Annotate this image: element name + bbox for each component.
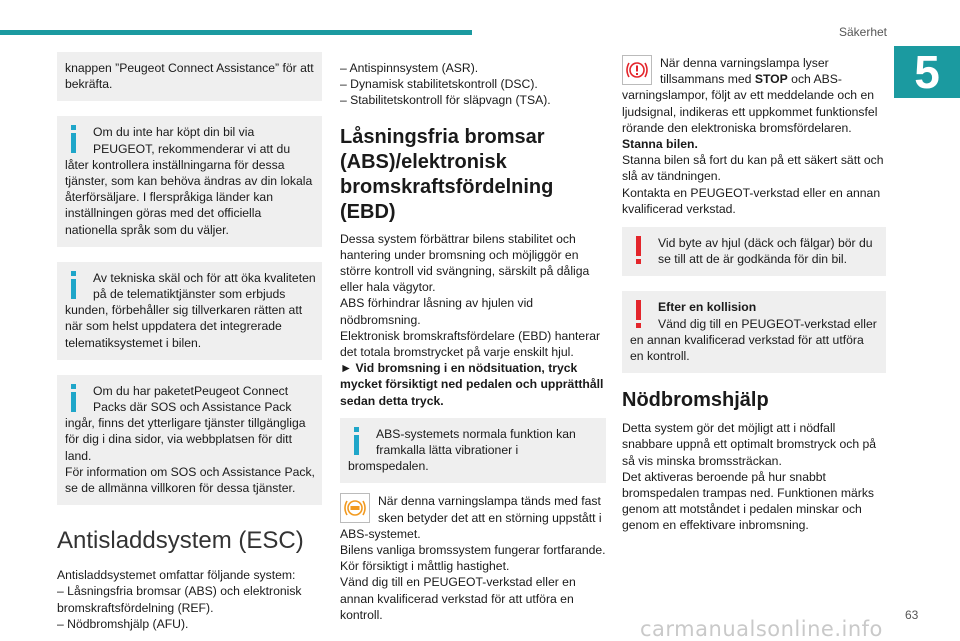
heading-esc: Antisladdsystem (ESC) [57,527,304,555]
note-box [57,262,322,360]
section-title: Säkerhet [838,25,887,39]
warning-text: Vid byte av hjul (däck och fälgar) bör du se till att de är godkända för din bil. [658,236,873,267]
page-number: 63 [905,608,919,622]
instruction: ► Vid bromsning i en nödsituation, tryck mycket försiktigt ned pedalen och upprätthåll sedan detta tryck. [340,361,604,408]
info-icon [65,271,87,301]
paragraph: Bilens vanliga bromssystem fungerar fortfarande. [340,543,606,558]
list-item: – Dynamisk stabilitetskontroll (DSC). [340,77,538,92]
info-icon [65,125,87,155]
warning-box [622,291,886,373]
lamp-text [622,55,886,136]
note-text: För information om SOS och Assistance Pack, se de allmänna villkoren för dessa tjänster. [65,464,315,496]
warning-title: Efter en kollision [658,300,757,315]
heading-afu: Nödbromshjälp [622,389,769,412]
abs-warning-lamp-icon [340,493,370,523]
warning-icon [630,236,652,266]
note-text: ABS-systemets normala funktion kan framkalla lätta vibrationer i bromspedalen. [348,426,576,474]
note-box [57,375,322,505]
lamp-text-part: och ABS-varningslampor, följt av ett meddelande och en ljudsignal, indikeras ett uppkommet funktionsfel rörande den elektroniska bromsfördelaren. [622,72,878,135]
note-box [340,418,606,484]
warning-icon [630,300,652,330]
info-box [57,52,322,101]
list-item: – Låsningsfria bromsar (ABS) och elektronisk bromskraftsfördelning (REF). [57,584,302,615]
chapter-number-tab: 5 [894,46,960,98]
paragraph: Vänd dig till en PEUGEOT-verkstad eller en annan kvalificerad verkstad för att utföra en kontroll. [340,575,576,622]
watermark: carmanualsonline.info [640,617,883,641]
stop-label: STOP [754,72,788,87]
instruction-title: Stanna bilen. [622,137,698,152]
info-icon [348,427,370,457]
paragraph: Detta system gör det möjligt att i nödfall snabbare uppnå ett optimalt bromstryck och på så vis minska bromssträckan. [622,421,877,468]
paragraph: Det aktiveras beroende på hur snabbt bromspedalen trampas ned. Funktionen märks genom att motståndet i pedalen minskar och genom en effektivare inbromsning. [622,469,875,533]
paragraph: Dessa system förbättrar bilens stabilitet och hantering under bromsning och möjliggör en större kontroll vid svängning, särskilt på dåliga eller hala vägytor. [340,231,590,295]
info-box-text: knappen ”Peugeot Connect Assistance” för att bekräfta. [65,61,314,92]
abs-lamp-block [340,493,606,542]
list-item: – Nödbromshjälp (AFU). [57,616,189,631]
paragraph: Kontakta en PEUGEOT-verkstad eller en annan kvalificerad verkstad. [622,185,881,216]
brake-lamp-block [622,55,886,136]
paragraph: ABS förhindrar låsning av hjulen vid nödbromsning. [340,296,534,327]
info-icon [65,384,87,414]
warning-box [622,227,886,276]
column-2 [340,60,606,623]
lamp-text-part: När denna varningslampa lyser tillsammans med [660,56,829,87]
paragraph: Antisladdsystemet omfattar följande system: [57,568,296,583]
heading-abs: Låsningsfria bromsar (ABS)/elektronisk bromskraftsfördelning (EBD) [340,125,554,223]
header-accent-bar [0,30,472,35]
list-item: – Antispinnsystem (ASR). [340,61,479,75]
column-3 [622,55,886,534]
column-1 [57,52,322,632]
paragraph: Stanna bilen så fort du kan på ett säkert sätt och slå av tändningen. [622,153,884,184]
lamp-text: När denna varningslampa tänds med fast sken betyder det att en störning uppstått i ABS-systemet. [340,494,602,541]
warning-text: Vänd dig till en PEUGEOT-verkstad eller en annan kvalificerad verkstad för att utföra en kontroll. [630,316,877,364]
note-box [57,116,322,246]
list-item: – Stabilitetskontroll för släpvagn (TSA). [340,93,551,108]
paragraph: Elektronisk bromskraftsfördelare (EBD) hanterar det totala bromstrycket på varje enskilt hjul. [340,328,601,360]
brake-warning-lamp-icon [622,55,652,85]
note-text: Om du har paketetPeugeot Connect Packs där SOS och Assistance Pack ingår, finns det ytterligare tjänster tillgängliga för dig i dina sidor, via webbplatsen för ditt land. [65,383,306,463]
note-text: Av tekniska skäl och för att öka kvaliteten på de telematiktjänster som erbjuds kunden, förbehåller sig tillverkaren rätten att när som helst uppdatera det integrerade telematiksystemet i bilen. [65,270,316,350]
note-text: Om du inte har köpt din bil via PEUGEOT, rekommenderar vi att du låter kontrollera inställningarna för dessa tjänster, som kan behöva ändras av din lokala återförsäljare. I flerspråkiga länder kan inställningen göras med det officiella nationella språk som du väljer. [65,125,313,237]
paragraph: Kör försiktigt i måttlig hastighet. [340,559,510,574]
